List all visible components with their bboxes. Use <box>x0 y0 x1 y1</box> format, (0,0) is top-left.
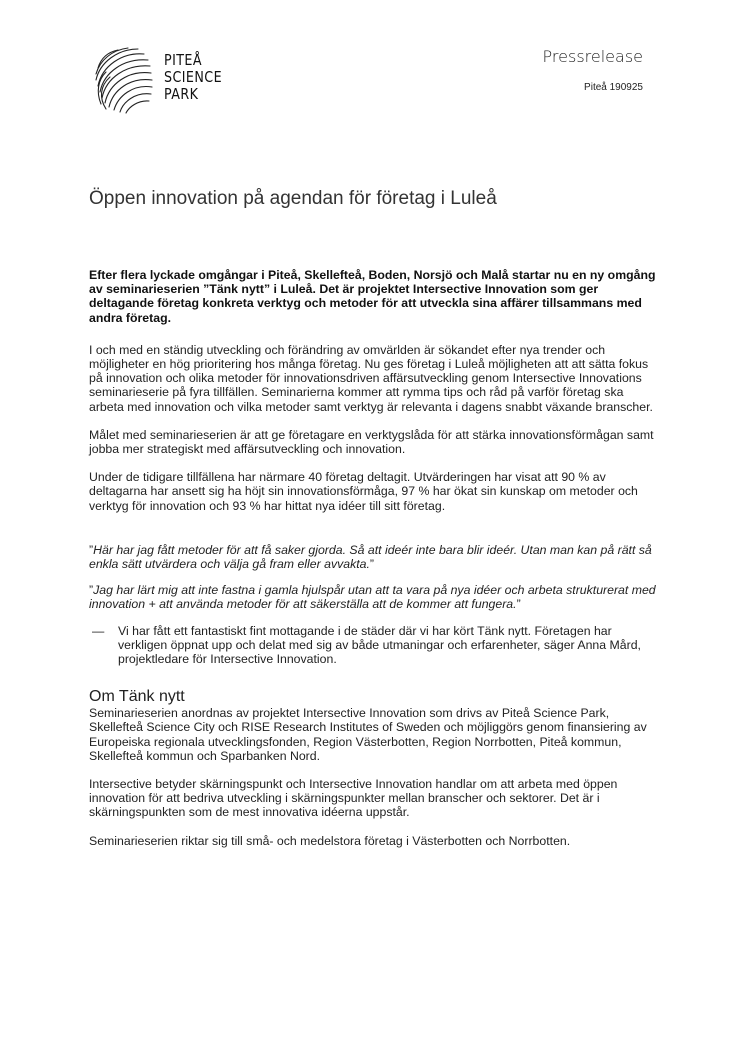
logo-swirl-icon <box>92 46 158 116</box>
about-paragraph-1: Seminarieserien anordnas av projektet Intersective Innovation som drivs av Piteå Science Park, Skellefteå Science City och RISE Research Institutes of Sweden och möjliggörs genom finansiering av Europeiska regionala utvecklingsfonden, Region Västerbotten, Region Norrbotten, Piteå kommun, Skellefteå kommun och Sparbanken Nord. <box>89 706 647 763</box>
logo-line-1: PITEÅ <box>164 51 202 69</box>
quote-1: ”Här har jag fått metoder för att få saker gjorda. Så att ideér inte bara blir ideér. Utan man kan på rätt så enkla sätt utvärdera och välja gå fram eller avvakta.” <box>89 542 652 572</box>
headline: Öppen innovation på agendan för företag i Luleå <box>89 188 497 209</box>
quote-1-text: Här har jag fått metoder för att få saker gjorda. Så att ideér inte bara blir ideér. Utan man kan på rätt så enkla sätt utvärdera och välja gå fram eller avvakta. <box>89 542 652 572</box>
about-paragraph-2: Intersective betyder skärningspunkt och Intersective Innovation handlar om att arbeta med öppen innovation för att bedriva utveckling i skärningspunkter mellan branscher och sektorer. Det är i skärningspunkten som de mest innovativa idéerna uppstår. <box>89 777 618 820</box>
lead-paragraph: Efter flera lyckade omgångar i Piteå, Skellefteå, Boden, Norsjö och Malå startar nu en ny omgång av seminarieserien ”Tänk nytt” i Luleå. Det är projektet Intersective Innovation som ger deltagande företag konkreta verktyg och metoder för att utveckla sina affärer tillsammans med andra företag. <box>89 268 656 325</box>
body-paragraph-3: Under de tidigare tillfällena har närmare 40 företag deltagit. Utvärderingen har visat att 90 % av deltagarna har ansett sig ha höjt sin innovationsförmåga, 97 % har ökat sin kunskap om metoder och verktyg för innovation och 93 % har hittat nya idéer till sitt företag. <box>89 470 638 513</box>
document-date: Piteå 190925 <box>584 82 643 93</box>
about-paragraph-3: Seminarieserien riktar sig till små- och medelstora företag i Västerbotten och Norrbotten. <box>89 833 571 848</box>
body-paragraph-2: Målet med seminarieserien är att ge företagare en verktygslåda för att stärka innovationsförmågan samt jobba mer strategiskt med affärsutveckling och innovation. <box>89 427 654 457</box>
body-content <box>89 268 657 848</box>
logo-wordmark <box>164 52 235 103</box>
statement-item <box>89 624 657 667</box>
statement-text: Vi har fått ett fantastiskt fint mottagande i de städer där vi har kört Tänk nytt. Företagen har verkligen öppnat upp och delat med sig av både utmaningar och erfarenheter, säger Anna Mård, projektledare för Intersective Innovation. <box>118 623 641 667</box>
piteå-science-park-logo <box>92 46 232 116</box>
quote-2-text: Jag har lärt mig att inte fastna i gamla hjulspår utan att ta vara på nya idéer och arbeta strukturerat med innovation + att använda metoder för att säkerställa att de kommer att fungera. <box>89 583 656 612</box>
body-paragraph-1: I och med en ständig utveckling och förändring av omvärlden är sökandet efter nya trender och möjligheter en hög prioritering hos många företag. Nu ges företag i Luleå möjligheten att att sätta fokus på innovation och olika metoder för innovationsdriven affärsutveckling genom Intersective Innovations seminarieserie på fyra tillfällen. Seminarierna kommer att rymma tips och råd på varför företag ska arbeta med innovation och vilka metoder samt verktyg är relevanta i dagens snabbt växande branscher. <box>89 342 653 414</box>
about-title: Om Tänk nytt <box>89 688 185 706</box>
statement-dash: — <box>92 623 105 638</box>
quote-2: ”Jag har lärt mig att inte fastna i gamla hjulspår utan att ta vara på nya idéer och arbeta strukturerat med innovation + att använda metoder för att säkerställa att de kommer att fungera.” <box>89 583 656 612</box>
document-type: Pressrelease <box>542 47 643 66</box>
logo-line-3: PARK <box>164 85 199 103</box>
logo-line-2: SCIENCE <box>164 68 223 86</box>
